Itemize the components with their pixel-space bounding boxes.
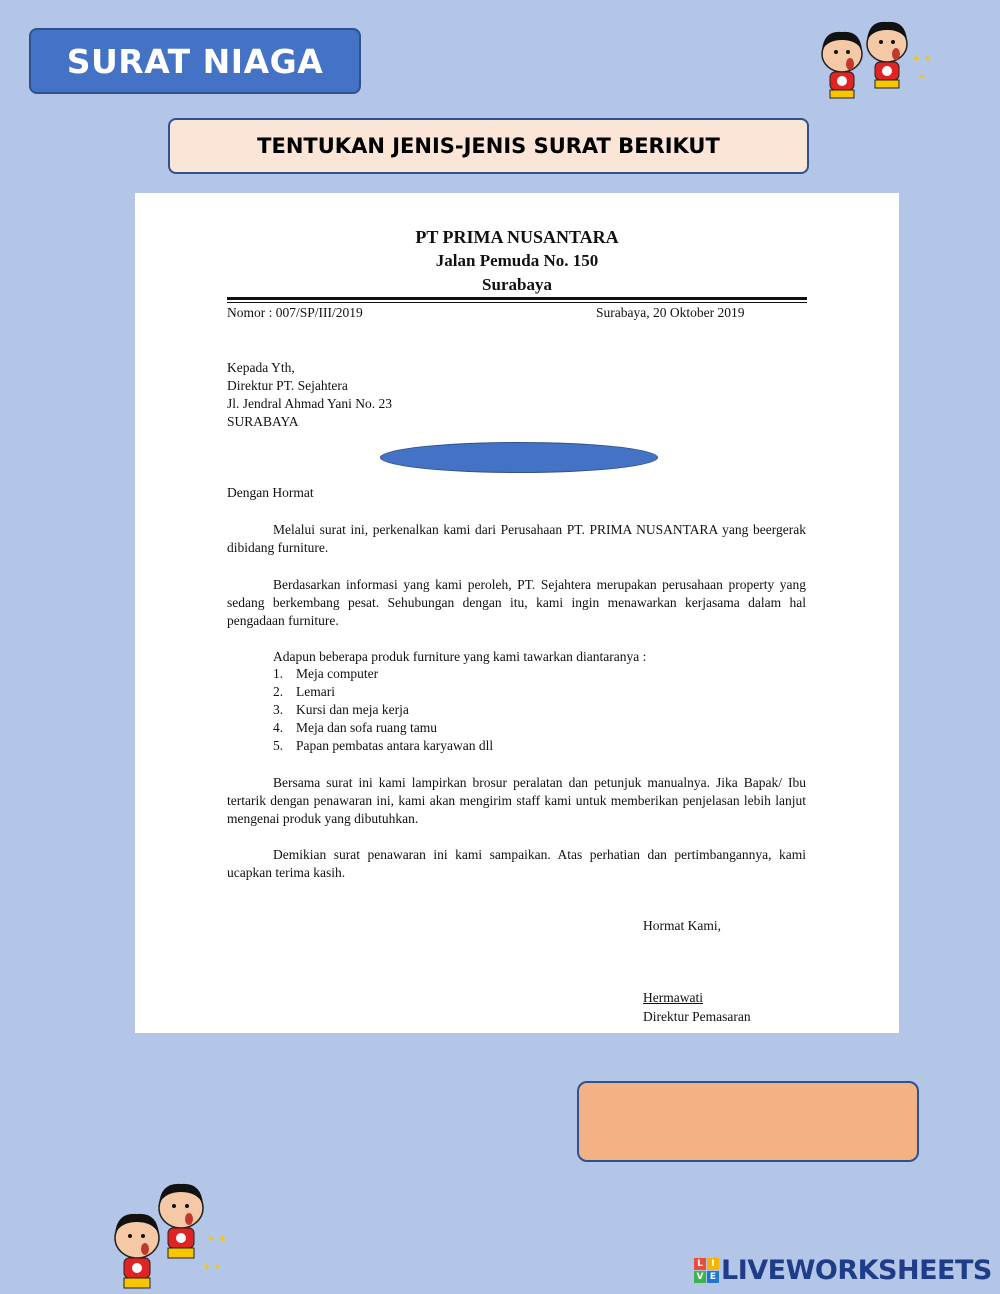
svg-text:✦ ✦: ✦ ✦ — [203, 1263, 221, 1273]
logo-text: LIVEWORKSHEETS — [721, 1254, 992, 1286]
list-item-text: Kursi dan meja kerja — [296, 702, 409, 717]
list-item — [273, 719, 493, 737]
business-letter — [135, 193, 899, 1033]
list-item — [273, 683, 493, 701]
letter-paragraph: Bersama surat ini kami lampirkan brosur peralatan dan petunjuk manualnya. Jika Bapak/ Ibu tertarik dengan penawaran ini, kami akan mengirim staff kami untuk memberikan penjelasan lebih lanjut mengenai produk yang dibutuhkan. — [227, 775, 806, 826]
list-item-text: Papan pembatas antara karyawan dll — [296, 738, 494, 753]
logo-block: V — [694, 1271, 706, 1283]
letterhead-street: Jalan Pemuda No. 150 — [435, 251, 599, 270]
list-item-number: 5. — [273, 738, 284, 753]
cartoon-kids-bottom-left-icon — [105, 1180, 230, 1294]
letterhead-rule-thick — [227, 297, 807, 300]
svg-text:✦: ✦ — [918, 73, 926, 83]
list-item-text: Lemari — [296, 684, 335, 699]
svg-text:✦ ✦: ✦ ✦ — [207, 1234, 227, 1245]
recipient-line: SURABAYA — [227, 414, 299, 429]
answer-input-box[interactable] — [577, 1081, 919, 1162]
hidden-answer-oval[interactable] — [380, 442, 658, 473]
letter-date: Surabaya, 20 Oktober 2019 — [596, 305, 745, 320]
letter-number: Nomor : 007/SP/III/2019 — [227, 305, 363, 320]
worksheet-title: SURAT NIAGA — [29, 28, 361, 94]
letter-greeting: Dengan Hormat — [227, 485, 314, 500]
list-item-number: 1. — [273, 666, 284, 681]
list-item — [273, 701, 493, 719]
letter-paragraph: Adapun beberapa produk furniture yang kami tawarkan diantaranya : — [273, 649, 647, 664]
logo-block: I — [707, 1258, 719, 1270]
list-item-text: Meja dan sofa ruang tamu — [296, 720, 437, 735]
logo-blocks-icon — [694, 1258, 719, 1283]
signer-name: Hermawati — [643, 990, 703, 1005]
list-item-text: Meja computer — [296, 666, 379, 681]
letter-closing: Hormat Kami, — [643, 918, 721, 933]
letter-paragraph: Melalui surat ini, perkenalkan kami dari Perusahaan PT. PRIMA NUSANTARA yang beergerak dibidang furniture. — [227, 522, 806, 555]
list-item-number: 3. — [273, 702, 284, 717]
svg-text:✦ ✦: ✦ ✦ — [912, 54, 932, 65]
letterhead-rule-thin — [227, 302, 807, 303]
list-item — [273, 665, 493, 683]
list-item-number: 4. — [273, 720, 284, 735]
liveworksheets-logo — [694, 1254, 992, 1286]
product-list — [273, 665, 493, 755]
recipient-line: Kepada Yth, — [227, 360, 295, 375]
cartoon-kids-top-right-icon — [812, 12, 937, 104]
letter-paragraph: Demikian surat penawaran ini kami sampaikan. Atas perhatian dan pertimbangannya, kami ucapkan terima kasih. — [227, 847, 806, 880]
instruction-banner: TENTUKAN JENIS-JENIS SURAT BERIKUT — [168, 118, 809, 174]
list-item — [273, 737, 493, 755]
list-item-number: 2. — [273, 684, 284, 699]
letterhead-company: PT PRIMA NUSANTARA — [415, 227, 619, 247]
letterhead-city: Surabaya — [482, 275, 552, 294]
recipient-line: Direktur PT. Sejahtera — [227, 378, 348, 393]
recipient-line: Jl. Jendral Ahmad Yani No. 23 — [227, 396, 392, 411]
logo-block: L — [694, 1258, 706, 1270]
signer-title: Direktur Pemasaran — [643, 1009, 751, 1024]
letter-paragraph: Berdasarkan informasi yang kami peroleh, PT. Sejahtera merupakan perusahaan property yang sedang berkembang pesat. Sehubungan dengan itu, kami ingin menawarkan kerjasama dalam hal pengadaan furniture. — [227, 577, 806, 628]
logo-block: E — [707, 1271, 719, 1283]
